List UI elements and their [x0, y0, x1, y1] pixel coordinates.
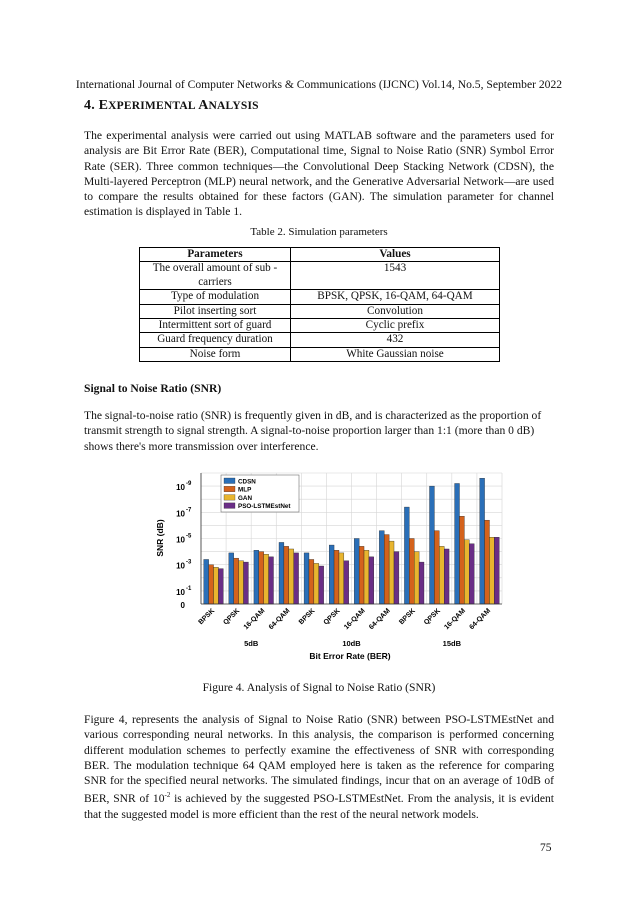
snr-value-base: 10	[152, 792, 165, 806]
journal-header: International Journal of Computer Networks & Communications (IJCNC) Vol.14, No.5, September 2022	[75, 78, 563, 91]
bar-mlp-7	[384, 535, 389, 604]
table-row	[140, 319, 500, 333]
bar-mlp-4	[309, 559, 314, 604]
table-cell: 1543	[291, 262, 500, 290]
x-tick-label: 64-QAM	[368, 607, 392, 632]
table-row	[140, 333, 500, 347]
bar-cdsn-1	[229, 553, 234, 604]
x-tick-label: 64-QAM	[267, 607, 292, 632]
table-cell: 432	[291, 333, 500, 347]
bar-cdsn-3	[279, 542, 284, 604]
table-cell: Type of modulation	[140, 290, 291, 304]
y-tick-label: 10	[176, 509, 185, 519]
bar-mlp-1	[234, 558, 239, 604]
bar-gan-6	[364, 550, 369, 604]
bar-gan-10	[464, 540, 469, 604]
x-tick-label: 16-QAM	[242, 607, 267, 632]
bar-pso-lstmestnet-9	[444, 549, 449, 604]
bar-pso-lstmestnet-6	[369, 557, 374, 604]
bar-cdsn-9	[430, 486, 435, 604]
section-number: 4.	[84, 98, 95, 113]
legend-swatch	[224, 503, 235, 509]
chart-group-labels	[244, 639, 462, 648]
y-tick-exponent: -7	[186, 507, 192, 514]
legend-label: GAN	[238, 494, 252, 502]
y-tick-label: 10	[176, 483, 185, 493]
bar-pso-lstmestnet-11	[494, 537, 499, 604]
section-title-part-2: NALYSIS	[208, 100, 259, 112]
legend-swatch	[224, 478, 235, 484]
table-cell: Convolution	[291, 304, 500, 318]
x-tick-label: QPSK	[322, 607, 342, 627]
bar-pso-lstmestnet-10	[469, 544, 474, 604]
group-label: 15dB	[442, 639, 462, 648]
bar-pso-lstmestnet-3	[294, 553, 299, 604]
bar-cdsn-2	[254, 550, 259, 604]
y-tick-exponent: -3	[186, 559, 192, 566]
y-tick-label: 10	[176, 561, 185, 571]
x-tick-label: BPSK	[197, 607, 217, 627]
bar-gan-4	[314, 563, 319, 604]
bar-gan-5	[339, 553, 344, 604]
table-row	[140, 290, 500, 304]
figure-caption: Figure 4. Analysis of Signal to Noise Ratio (SNR)	[202, 681, 436, 694]
simulation-parameters-table	[139, 247, 500, 362]
bar-gan-0	[214, 567, 219, 604]
bar-mlp-8	[409, 539, 414, 605]
bar-cdsn-5	[329, 545, 334, 604]
x-tick-label: 64-QAM	[468, 607, 493, 632]
bar-cdsn-11	[480, 478, 485, 604]
snr-paragraph: The signal-to-noise ratio (SNR) is frequently given in dB, and is characterized as the proportion of transmit strength to signal strength. A signal-to-noise proportion larger than 1:1 (more than 0 dB) shows there's more transmission over interference.	[84, 409, 542, 453]
bar-mlp-5	[334, 550, 339, 604]
bar-cdsn-0	[204, 559, 209, 604]
bar-mlp-2	[259, 552, 264, 604]
bar-gan-9	[439, 546, 444, 604]
bar-mlp-6	[359, 546, 364, 604]
section-title	[84, 98, 259, 114]
snr-value-exponent: -2	[164, 791, 171, 800]
chart-x-ticks	[198, 607, 493, 631]
bar-pso-lstmestnet-0	[218, 569, 223, 604]
chart-y-ticks	[176, 481, 192, 610]
table-row	[140, 262, 500, 290]
x-tick-label: BPSK	[398, 607, 417, 627]
page-number: 75	[540, 842, 552, 854]
bar-mlp-0	[209, 565, 214, 604]
x-tick-label: QPSK	[222, 607, 242, 627]
legend-swatch	[224, 486, 235, 492]
bar-gan-3	[289, 549, 294, 604]
legend-label: PSO-LSTMEstNet	[238, 503, 291, 511]
analysis-text-2: is achieved by the suggested PSO-LSTMEstNet. From the analysis, it is evident that the suggested model is more efficient than the rest of the neural network models.	[84, 792, 554, 821]
bar-mlp-3	[284, 546, 289, 604]
bar-pso-lstmestnet-2	[269, 557, 274, 604]
table-header-row	[140, 248, 500, 262]
snr-heading: Signal to Noise Ratio (SNR)	[84, 382, 222, 395]
x-axis-label: Bit Error Rate (BER)	[309, 651, 391, 661]
bar-pso-lstmestnet-4	[319, 566, 324, 604]
analysis-text-1: Figure 4, represents the analysis of Signal to Noise Ratio (SNR) between PSO-LSTMEstNet and various corresponding neural networks. In this analysis, the comparison is performed concerning different modulation schemes to perfectly examine the effectiveness of SNR with corresponding BER. The modulation technique 64 QAM employed here is taken as the reference for comparing SNR for the specified neural networks. The simulated findings, incur that on an average of 10dB of BER, SNR of	[84, 713, 554, 806]
bar-cdsn-10	[455, 483, 460, 604]
legend-label: MLP	[238, 486, 252, 494]
bar-gan-11	[489, 537, 494, 604]
group-label: 5dB	[244, 639, 259, 648]
table-caption: Table 2. Simulation parameters	[250, 226, 388, 238]
y-tick-exponent: -5	[186, 533, 192, 540]
y-tick-label: 10	[176, 587, 185, 597]
table-cell: White Gaussian noise	[291, 347, 500, 361]
bar-mlp-10	[459, 516, 464, 604]
bar-gan-2	[264, 554, 269, 604]
snr-value	[153, 792, 170, 805]
bar-cdsn-4	[304, 553, 309, 604]
y-tick-label: 10	[176, 535, 185, 545]
table-cell: The overall amount of sub - carriers	[140, 262, 291, 290]
legend-swatch	[224, 495, 235, 501]
x-tick-label: BPSK	[297, 607, 317, 627]
intro-paragraph: The experimental analysis were carried out using MATLAB software and the parameters used for analysis are Bit Error Rate (BER), Computational time, Signal to Noise Ratio (SNR) Symbol Error Rate (SER). Three common techniques—the Convolutional Deep Stacking Network (CDSN), the Multi-layered Perceptron (MLP) neural network, and the Generative Adversarial Network—are used to compare the results obtained for these factors (GAN). The simulation parameter for channel estimation is displayed in Table 1.	[84, 129, 554, 219]
group-label: 10dB	[342, 639, 361, 648]
table-cell: Pilot inserting sort	[140, 304, 291, 318]
x-tick-label: QPSK	[422, 607, 442, 627]
bar-cdsn-8	[404, 507, 409, 604]
table-cell: Intermittent sort of guard	[140, 319, 291, 333]
bar-gan-8	[414, 552, 419, 604]
y-tick-exponent: -1	[186, 585, 192, 592]
y-tick-label: 0	[180, 601, 185, 610]
bar-cdsn-7	[379, 531, 384, 604]
section-title-part: XPERIMENTAL	[108, 100, 199, 112]
bar-cdsn-6	[354, 539, 359, 605]
bar-mlp-11	[485, 520, 490, 604]
chart-legend	[221, 475, 299, 512]
bar-mlp-9	[434, 531, 439, 604]
table-cell: Guard frequency duration	[140, 333, 291, 347]
y-tick-exponent: -9	[186, 481, 192, 488]
section-title-initial-2: A	[198, 98, 209, 113]
analysis-paragraph	[84, 712, 554, 822]
bar-gan-7	[389, 541, 394, 604]
section-title-initial: E	[98, 98, 109, 113]
y-axis-label: SNR (dB)	[155, 519, 165, 557]
table-header-values: Values	[291, 248, 500, 262]
x-tick-label: 16-QAM	[443, 607, 468, 632]
x-tick-label: 16-QAM	[343, 607, 367, 632]
bar-pso-lstmestnet-8	[419, 562, 424, 604]
snr-bar-chart	[150, 470, 510, 662]
bar-pso-lstmestnet-7	[394, 552, 399, 604]
table-cell: Noise form	[140, 347, 291, 361]
legend-label: CDSN	[238, 478, 256, 486]
bar-gan-1	[239, 561, 244, 604]
table-cell: BPSK, QPSK, 16-QAM, 64-QAM	[291, 290, 500, 304]
bar-pso-lstmestnet-1	[244, 562, 249, 604]
table-row	[140, 347, 500, 361]
table-header-parameters: Parameters	[140, 248, 291, 262]
table-row	[140, 304, 500, 318]
bar-pso-lstmestnet-5	[344, 561, 349, 604]
table-cell: Cyclic prefix	[291, 319, 500, 333]
